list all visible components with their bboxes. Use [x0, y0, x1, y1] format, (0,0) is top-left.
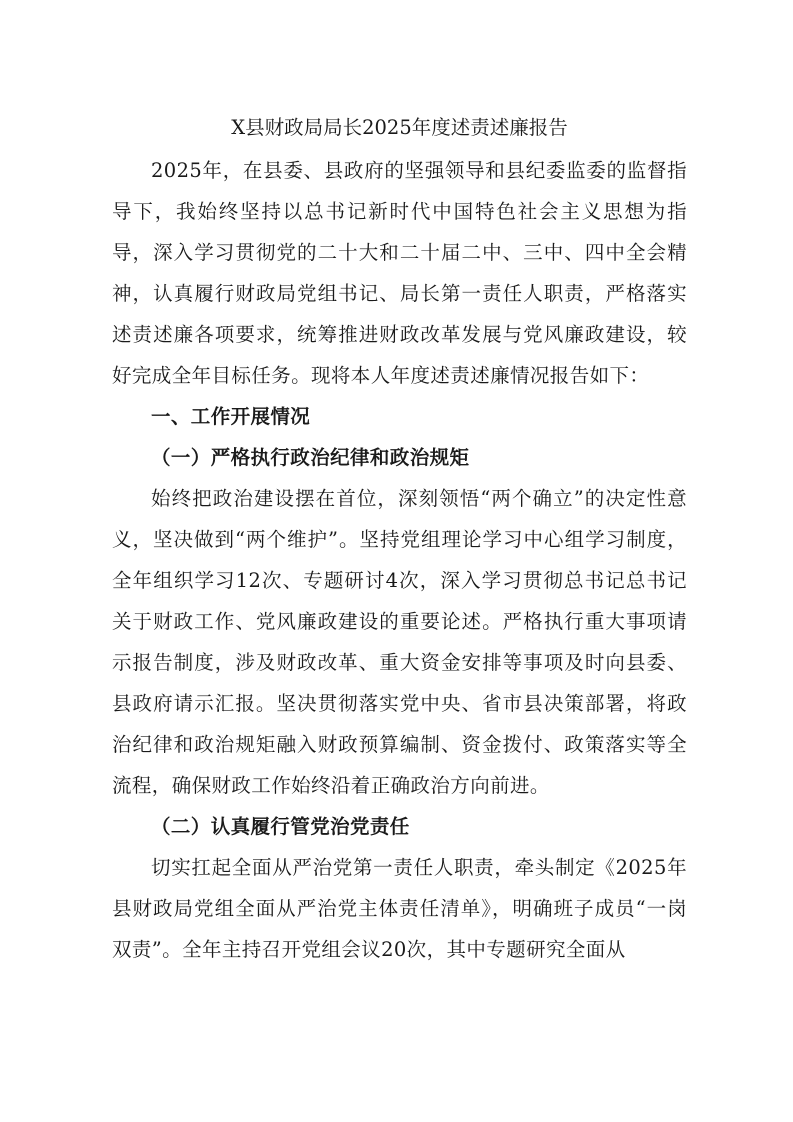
subsection-heading-political-discipline: （一）严格执行政治纪律和政治规矩	[151, 446, 470, 469]
party-governance-paragraph: 切实扛起全面从严治党第一责任人职责，牵头制定《2025年县财政局党组全面从严治党主体责任清单》，明确班子成员“一岗双责”。全年主持召开党组会议20次，其中专题研究全面从	[112, 856, 687, 961]
intro-paragraph: 2025年，在县委、县政府的坚强领导和县纪委监委的监督指导下，我始终坚持以总书记新时代中国特色社会主义思想为指导，深入学习贯彻党的二十大和二十届二中、三中、四中全会精神，认真履行财政局党组书记、局长第一责任人职责，严格落实述责述廉各项要求，统筹推进财政改革发展与党风廉政建设，较好完成全年目标任务。现将本人年度述责述廉情况报告如下：	[112, 159, 687, 387]
political-discipline-paragraph: 始终把政治建设摆在首位，深刻领悟“两个确立”的决定性意义，坚决做到“两个维护”。坚持党组理论学习中心组学习制度，全年组织学习12次、专题研讨4次，深入学习贯彻总书记总书记关于财政工作、党风廉政建设的重要论述。严格执行重大事项请示报告制度，涉及财政改革、重大资金安排等事项及时向县委、县政府请示汇报。坚决贯彻落实党中央、省市县决策部署，将政治纪律和政治规矩融入财政预算编制、资金拨付、政策落实等全流程，确保财政工作始终沿着正确政治方向前进。	[112, 487, 687, 797]
subsection-heading-party-governance: （二）认真履行管党治党责任	[151, 815, 410, 838]
section-heading-work: 一、工作开展情况	[151, 405, 311, 428]
document-title: X县财政局局长2025年度述责述廉报告	[231, 116, 568, 139]
